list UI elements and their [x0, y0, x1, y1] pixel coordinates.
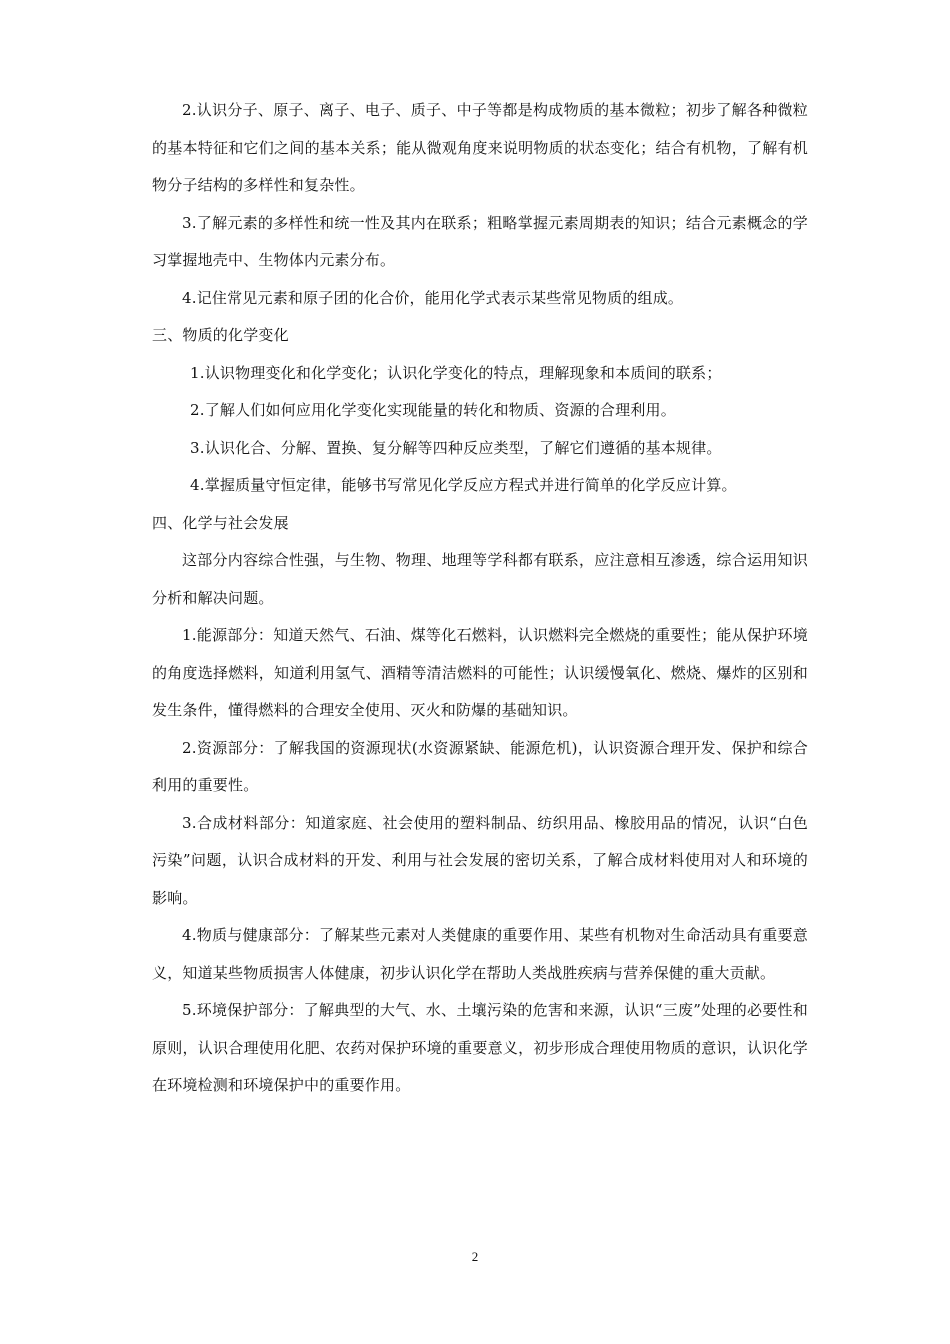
- section-three-item-4: 4.掌握质量守恒定律，能够书写常见化学反应方程式并进行简单的化学反应计算。: [190, 476, 737, 494]
- section-two-item-4: 4.记住常见元素和原子团的化合价，能用化学式表示某些常见物质的组成。: [182, 288, 684, 307]
- section-four-item-2: 2.资源部分：了解我国的资源现状(水资源紧缺、能源危机)，认识资源合理开发、保护和综合利用的重要性。: [152, 738, 808, 794]
- section-four-item-1: 1.能源部分：知道天然气、石油、煤等化石燃料，认识燃料完全燃烧的重要性；能从保护环境的角度选择燃料，知道利用氢气、酒精等清洁燃料的可能性；认识缓慢氧化、燃烧、爆炸的区别和发生条件，懂得燃料的合理安全使用、灭火和防爆的基础知识。: [152, 626, 808, 719]
- section-four-item-5: 5.环境保护部分：了解典型的大气、水、土壤污染的危害和来源，认识“三废”处理的必要性和原则，认识合理使用化肥、农药对保护环境的重要意义，初步形成合理使用物质的意识，认识化学在环境检测和环境保护中的重要作用。: [152, 1001, 808, 1094]
- section-three-item-1: 1.认识物理变化和化学变化；认识化学变化的特点，理解现象和本质间的联系；: [190, 363, 722, 382]
- section-two-item-3: 3.了解元素的多样性和统一性及其内在联系；粗略掌握元素周期表的知识；结合元素概念的学习掌握地壳中、生物体内元素分布。: [152, 213, 808, 269]
- section-four-item-3: 3.合成材料部分：知道家庭、社会使用的塑料制品、纺织用品、橡胶用品的情况，认识“白色污染”问题，认识合成材料的开发、利用与社会发展的密切关系，了解合成材料使用对人和环境的影响。: [152, 813, 808, 907]
- section-four-item-4: 4.物质与健康部分：了解某些元素对人类健康的重要作用、某些有机物对生命活动具有重要意义，知道某些物质损害人体健康，初步认识化学在帮助人类战胜疾病与营养保健的重大贡献。: [152, 926, 808, 982]
- section-four-intro: 这部分内容综合性强，与生物、物理、地理等学科都有联系，应注意相互渗透，综合运用知识分析和解决问题。: [152, 551, 808, 607]
- page-content: [152, 92, 808, 1105]
- section-four-heading: 四、化学与社会发展: [152, 513, 289, 532]
- section-two-item-2: 2.认识分子、原子、离子、电子、质子、中子等都是构成物质的基本微粒；初步了解各种微粒的基本特征和它们之间的基本关系；能从微观角度来说明物质的状态变化；结合有机物，了解有机物分子结构的多样性和复杂性。: [152, 101, 808, 194]
- section-three-item-3: 3.认识化合、分解、置换、复分解等四种反应类型，了解它们遵循的基本规律。: [190, 438, 722, 457]
- section-three-heading: 三、物质的化学变化: [152, 326, 289, 344]
- section-three-item-2: 2.了解人们如何应用化学变化实现能量的转化和物质、资源的合理利用。: [190, 401, 676, 419]
- page-number: 2: [471, 1249, 479, 1264]
